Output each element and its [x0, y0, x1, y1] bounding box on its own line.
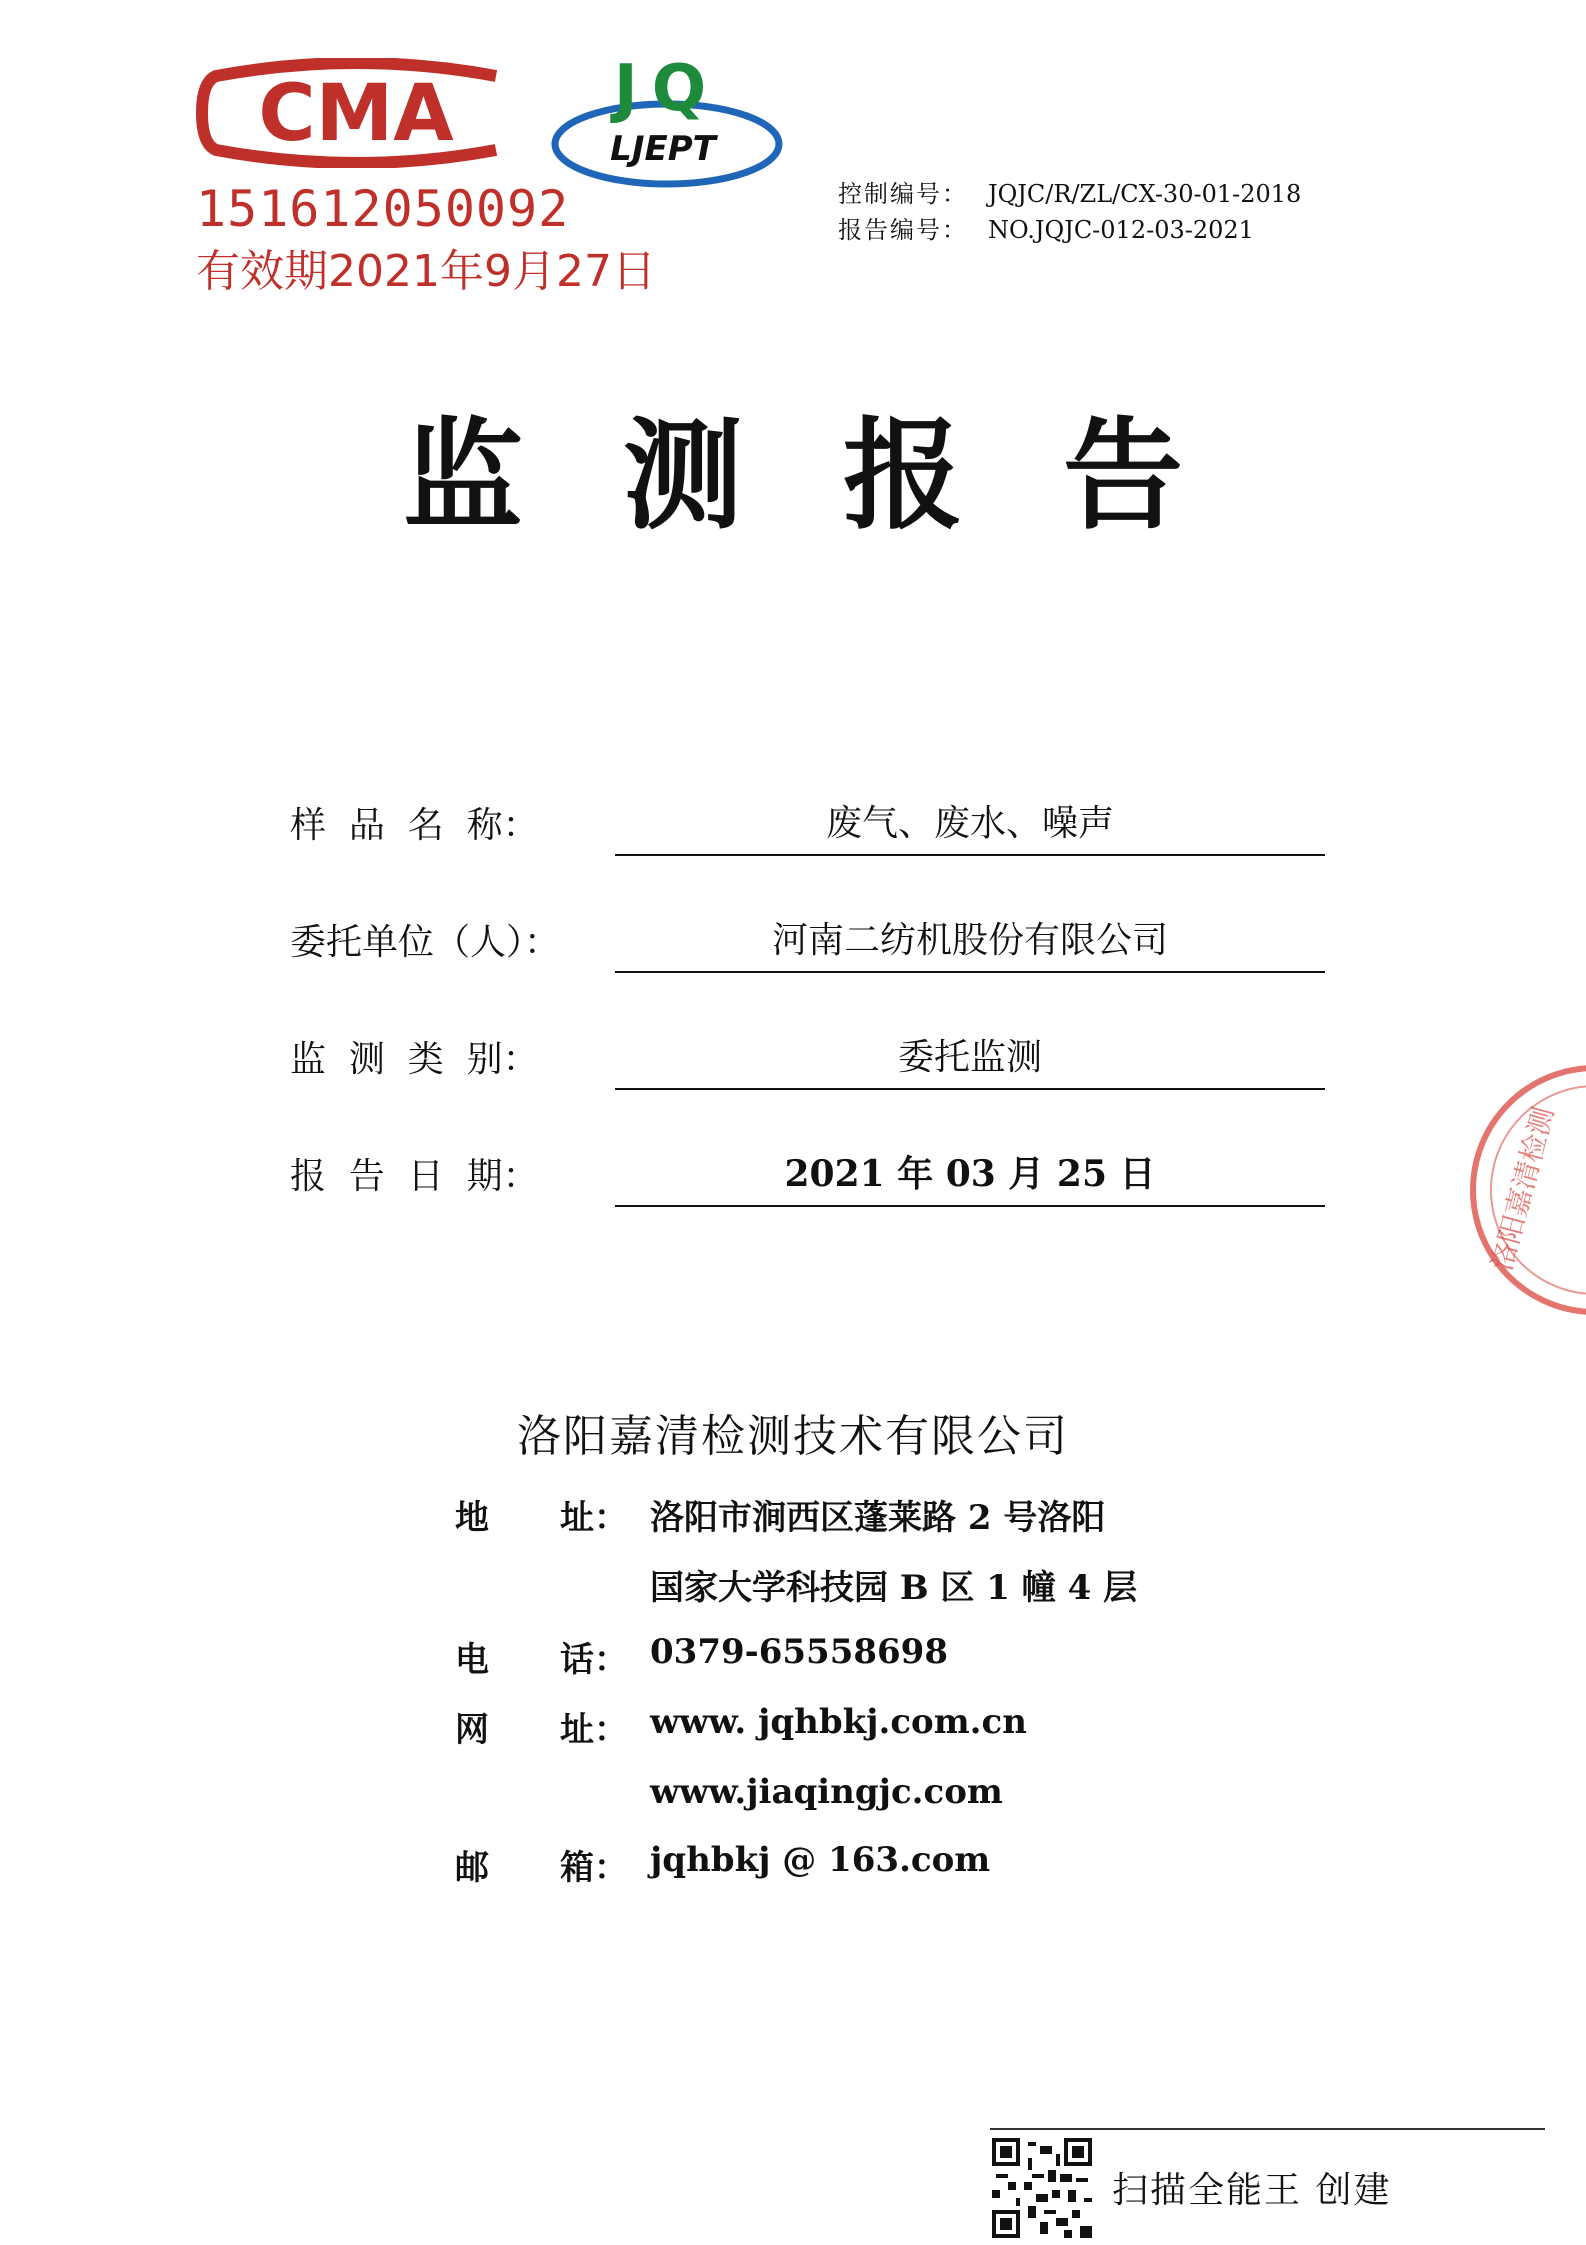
website-label: 网 址：: [455, 1710, 629, 1750]
report-date-value: 2021 年 03 月 25 日: [615, 1146, 1325, 1207]
monitoring-type-label: 监 测 类 别：: [290, 1039, 539, 1080]
report-number: [838, 210, 1254, 245]
sample-name-label: 样 品 名 称：: [290, 805, 539, 846]
jq-ljept-logo: [545, 52, 785, 202]
report-title: 监测报告: [403, 407, 1283, 546]
client-row: [290, 907, 1325, 973]
monitoring-type-row: [290, 1024, 1325, 1090]
sample-name-row: [290, 790, 1325, 856]
client-label: 委托单位（人）：: [290, 922, 561, 963]
report-number-label: 报告编号：: [838, 216, 968, 244]
company-seal: [1455, 1050, 1586, 1330]
phone-label: 电 话：: [455, 1640, 629, 1680]
email-label: 邮 箱：: [455, 1848, 629, 1888]
address-line-2: 国家大学科技园 B 区 1 幢 4 层: [650, 1568, 1138, 1608]
phone-value: 0379-65558698: [650, 1632, 948, 1672]
footer-divider: [990, 2128, 1545, 2130]
address-label: 地 址：: [455, 1498, 629, 1538]
report-date-label: 报 告 日 期：: [290, 1156, 539, 1197]
cma-logo: [196, 58, 516, 168]
website-1: www. jqhbkj.com.cn: [650, 1702, 1027, 1742]
client-value: 河南二纺机股份有限公司: [615, 912, 1325, 973]
seal-text: 洛阳嘉清检测: [1484, 1103, 1561, 1275]
control-number: [838, 174, 1301, 209]
jq-logo-text: JQ: [613, 52, 721, 126]
sample-name-value: 废气、废水、噪声: [615, 795, 1325, 856]
control-number-value: JQJC/R/ZL/CX-30-01-2018: [988, 180, 1302, 208]
monitoring-type-value: 委托监测: [615, 1029, 1325, 1090]
address-line-1: 洛阳市涧西区蓬莱路 2 号洛阳: [650, 1498, 1106, 1538]
control-number-label: 控制编号：: [838, 180, 968, 208]
company-name: 洛阳嘉清检测技术有限公司: [517, 1411, 1069, 1462]
cma-cert-number: 151612050092: [196, 180, 570, 238]
cma-validity: 有效期2021年9月27日: [196, 246, 656, 297]
report-date-row: [290, 1141, 1325, 1207]
cma-logo-text: CMA: [258, 69, 454, 159]
website-2: www.jiaqingjc.com: [650, 1772, 1003, 1812]
qr-code-icon: [992, 2138, 1092, 2238]
ljept-logo-text: LJEPT: [610, 129, 716, 169]
scanner-watermark: 扫描全能王 创建: [1112, 2170, 1392, 2211]
email-value: jqhbkj @ 163.com: [650, 1840, 991, 1880]
report-number-value: NO.JQJC-012-03-2021: [988, 216, 1254, 244]
